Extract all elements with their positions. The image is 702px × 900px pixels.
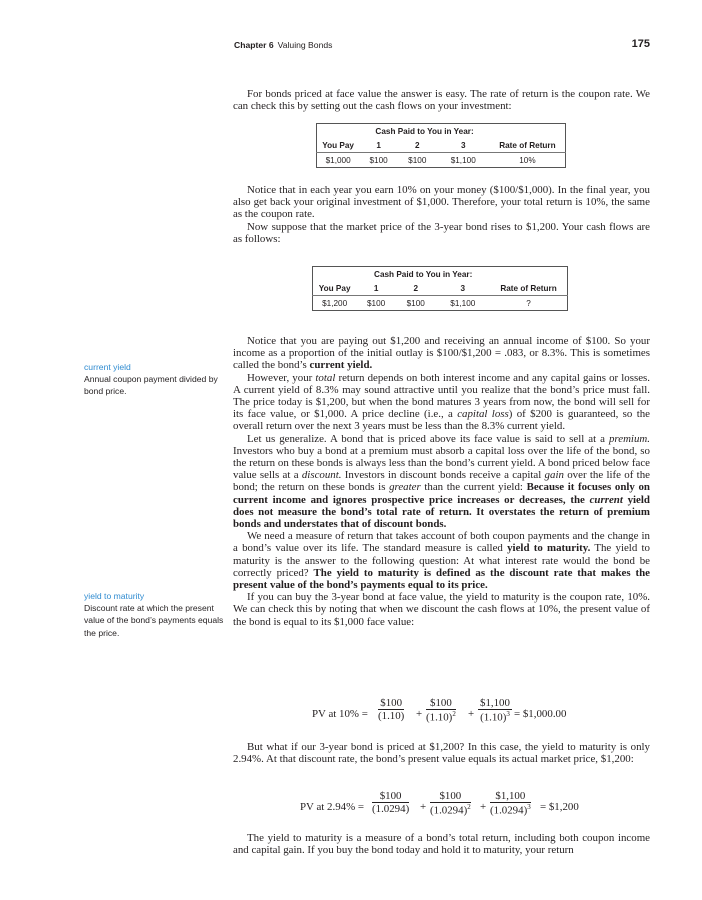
running-header — [234, 40, 332, 50]
fraction: $\frac{\$100}{(1.0294)^2}$ — [430, 790, 471, 817]
fraction: $\frac{\$1,100}{(1.0294)^3}$ — [490, 790, 531, 817]
table-header: 2 — [396, 281, 436, 296]
body-text — [233, 335, 650, 628]
paragraph-intro: For bonds priced at face value the answer is easy. The rate of return is the coupon rate. We can check this by setting out the cash flows on your investment: — [233, 88, 650, 113]
table-header: 3 — [436, 281, 491, 296]
paragraph-total-return-summary: The yield to maturity is a measure of a bond’s total return, including both coupon income and capital gain. If you buy the bond today and hold it to maturity, your return — [233, 832, 650, 857]
table-cell: $100 — [408, 155, 427, 165]
table-header: 1 — [359, 138, 398, 153]
table-cell: 10% — [519, 155, 536, 165]
key-term: current yield. — [309, 359, 373, 372]
fraction: $\frac{\$100}{(1.10)}$ — [378, 697, 405, 722]
paragraph-yield-to-maturity: We need a measure of return that takes account of both coupon payments and the change in a bond’s value over its life. The standard measure is called yield to maturity. The yield to maturity is the answer to the following question: At what interest rate would the bond be correctly priced? The yield to maturity is defined as the discount rate that makes the present value of the bond’s payments equal to its price. — [233, 530, 651, 592]
glossary-yield-to-maturity — [84, 590, 234, 639]
glossary-current-yield — [84, 361, 234, 398]
paragraph-block-2: Notice that in each year you earn 10% on your money ($100/$1,000). In the final year, you also get back your original investment of $1,000. Therefore, your total return is 10%, the same as the coupon rate. Now suppose that the market price of the 3-year bond rises to $1,200. Your cash flows are as follows: — [233, 184, 650, 245]
cash-flow-table-face-value — [316, 123, 566, 168]
cash-flow-table-premium — [312, 266, 568, 311]
table-header: You Pay — [313, 281, 357, 296]
table-header: Rate of Return — [490, 138, 566, 153]
table-header: 3 — [437, 138, 490, 153]
table-header: You Pay — [317, 138, 360, 153]
page-number: 175 — [631, 38, 650, 50]
paragraph-premium-discount: Let us generalize. A bond that is priced above its face value is said to sell at a premium. Investors who buy a bond at a premium must absorb a capital loss over the life of the bond, so the return on these bonds is always less than the bond’s current yield. A bond priced below face value sells at a discount. Investors in discount bonds receive a capital gain over the life of the bond; the return on these bonds is greater than the current yield: Because it focuses only on current income and ignores prospective price increases or decreases, the current yield does not measure the bond’s total rate of return. It overstates the return of premium bonds and understates that of discount bonds. — [233, 432, 650, 531]
table-header: 1 — [356, 281, 396, 296]
paragraph-premium-ytm: But what if our 3-year bond is priced at $1,200? In this case, the yield to maturity is only 2.94%. At that discount rate, the bond’s present value equals its actual market price, $1,200: — [233, 741, 650, 766]
glossary-definition: Annual coupon payment divided by bond price. — [84, 374, 218, 397]
table-cell: $1,000 — [325, 155, 351, 165]
table-cell: ? — [526, 298, 531, 308]
table-header: Rate of Return — [490, 281, 567, 296]
table-cell: $1,100 — [450, 155, 476, 165]
table-cell: $100 — [369, 155, 388, 165]
fraction: $\frac{\$1,100}{(1.10)^3}$ — [480, 697, 510, 724]
glossary-term: current yield — [84, 362, 131, 372]
table-cell: $100 — [367, 298, 386, 308]
paragraph-current-yield: Notice that you are paying out $1,200 and receiving an annual income of $100. So your income as a proportion of the initial outlay is $100/$1,200 = .083, or 8.3%. This is sometimes called the bond’s current yield. — [233, 335, 650, 372]
fraction: $\frac{\$100}{(1.0294)}$ — [372, 790, 410, 815]
glossary-definition: Discount rate at which the present value of the bond’s payments equals the price. — [84, 603, 224, 638]
table-header: 2 — [398, 138, 437, 153]
table-cell: $100 — [406, 298, 425, 308]
table-caption: Cash Paid to You in Year: — [374, 269, 473, 279]
key-term: yield to maturity. — [507, 542, 591, 555]
glossary-term: yield to maturity — [84, 591, 145, 601]
chapter-title: Valuing Bonds — [277, 40, 333, 50]
equation-pv-294: PV at 2.94% = $\frac{\$100}{(1.0294)}$ + $\frac{\$100}{(1.0294)^2}$ + $\frac{\$1,100}{(1.0294)^3}$ = $1,200 — [300, 790, 579, 817]
equation-pv-10: PV at 10% = $\frac{\$100}{(1.10)}$ + $\frac{\$100}{(1.10)^2}$ + $\frac{\$1,100}{(1.10)^3}$ = $1,000.00 — [312, 697, 567, 724]
paragraph-total-return: However, your total return depends on both interest income and any capital gains or losses. A current yield of 8.3% may sound attractive until you realize that the bond’s price must fall. The price today is $1,200, but when the bond matures 3 years from now, the bond will sell for its face value, or $1,000. A price decline (i.e., a capital loss) of $200 is guaranteed, so the overall return over the next 3 years must be less than the 8.3% current yield. — [233, 371, 650, 433]
table-caption: Cash Paid to You in Year: — [375, 126, 474, 136]
chapter-number: Chapter 6 — [234, 40, 274, 50]
fraction: $\frac{\$100}{(1.10)^2}$ — [426, 697, 456, 724]
table-cell: $1,200 — [322, 298, 348, 308]
paragraph-face-value-check: If you can buy the 3-year bond at face value, the yield to maturity is the coupon rate, 10%. We can check this by noting that when we discount the cash flows at 10%, the present value of the bond is equal to its $1,000 face value: — [233, 591, 650, 628]
table-cell: $1,100 — [450, 298, 476, 308]
